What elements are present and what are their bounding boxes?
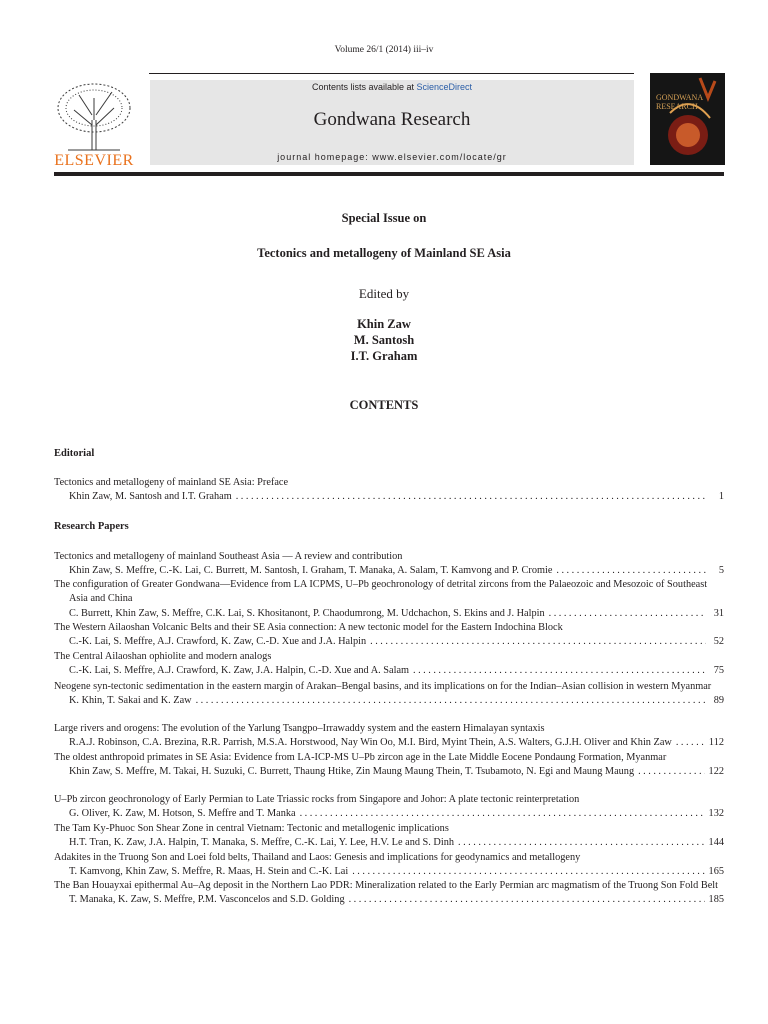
cover-title: GONDWANA RESEARCH [656, 93, 703, 111]
article-authors: G. Oliver, K. Zaw, M. Hotson, S. Meffre and T. Manka [69, 808, 296, 820]
article-title: Tectonics and metallogeny of mainland SE Asia: Preface [54, 477, 289, 488]
leader-dots [300, 807, 705, 821]
issue-title: Tectonics and metallogeny of Mainland SE Asia [257, 246, 511, 260]
header-thick-rule [54, 172, 724, 176]
page-number: 31 [713, 607, 724, 619]
article-title: Large rivers and orogens: The evolution of the Yarlung Tsangpo–Irrawaddy system and the eastern Himalayan syntaxis [54, 723, 545, 734]
journal-title: Gondwana Research [313, 109, 471, 130]
toc-entry[interactable] [54, 578, 724, 621]
article-authors: Khin Zaw, S. Meffre, C.-K. Lai, C. Burrett, M. Santosh, I. Graham, T. Manaka, A. Salam, T. Kamvong and P. Cromie [69, 565, 553, 577]
toc-entry[interactable] [54, 550, 724, 579]
contents-prefix: Contents lists available at [311, 82, 417, 92]
article-title: U–Pb zircon geochronology of Early Permian to Late Triassic rocks from Singapore and Johor: A plate tectonic reinterpretation [54, 794, 580, 805]
article-authors: C.-K. Lai, S. Meffre, A.J. Crawford, K. Zaw, C.-D. Xue and J.A. Halpin [69, 636, 367, 648]
section-heading-research: Research Papers [54, 521, 129, 532]
leader-dots [370, 635, 706, 649]
article-authors: Khin Zaw, M. Santosh and I.T. Graham [69, 491, 232, 503]
special-issue-label: Special Issue on [341, 211, 427, 225]
toc-entry[interactable] [54, 680, 724, 709]
journal-homepage[interactable]: journal homepage: www.elsevier.com/locate/gr [277, 152, 507, 162]
page-number: 52 [713, 636, 724, 648]
article-authors: R.A.J. Robinson, C.A. Brezina, R.R. Parrish, M.S.A. Horstwood, Nay Win Oo, M.I. Bird, Myint Thein, A.S. Walters, G.J.H. Oliver and Khin Zaw [69, 737, 672, 749]
article-title: The Tam Ky-Phuoc Son Shear Zone in central Vietnam: Tectonic and metallogenic implications [54, 823, 449, 834]
contents-availability [150, 82, 634, 92]
page-number: 122 [708, 766, 724, 778]
leader-dots [638, 765, 704, 779]
publisher-logo [54, 80, 134, 169]
page-number: 132 [708, 808, 724, 820]
leader-dots [413, 664, 706, 678]
article-title: Neogene syn-tectonic sedimentation in the eastern margin of Arakan–Bengal basins, and its implications on for the Indian–Asian collision in western Myanmar [54, 681, 712, 692]
page-number: 185 [708, 894, 724, 906]
editor-name: M. Santosh [353, 333, 415, 347]
editor-name: I.T. Graham [350, 349, 418, 363]
leader-dots [349, 893, 705, 907]
article-authors: Khin Zaw, S. Meffre, M. Takai, H. Suzuki, C. Burrett, Thaung Htike, Zin Maung Maung Thein, T. Tsubamoto, N. Egi and Maung Maung [69, 766, 635, 778]
article-authors: T. Manaka, K. Zaw, S. Meffre, P.M. Vasconcelos and S.D. Golding [69, 894, 345, 906]
article-authors: C.-K. Lai, S. Meffre, A.J. Crawford, K. Zaw, J.A. Halpin, C.-D. Xue and A. Salam [69, 665, 410, 677]
leader-dots [549, 607, 706, 621]
sciencedirect-link[interactable]: ScienceDirect [416, 82, 473, 92]
article-title: Adakites in the Truong Son and Loei fold belts, Thailand and Laos: Genesis and implications for geodynamics and metallogeny [54, 852, 581, 863]
journal-banner [150, 80, 634, 165]
toc-entry[interactable] [54, 722, 724, 751]
leader-dots [556, 564, 706, 578]
page-number: 75 [713, 665, 724, 677]
article-title: The Ban Houayxai epithermal Au–Ag deposit in the Northern Lao PDR: Mineralization related to the Early Permian arc magmatism of the Truong Son Fold Belt [54, 880, 719, 891]
leader-dots [196, 694, 706, 708]
leader-dots [352, 865, 704, 879]
contents-heading: CONTENTS [349, 398, 419, 412]
leader-dots [236, 490, 706, 504]
page-number: 1 [718, 491, 724, 503]
editors-list [0, 316, 768, 364]
toc-entry[interactable] [54, 476, 724, 505]
elsevier-wordmark: ELSEVIER [54, 152, 134, 169]
section-heading-editorial: Editorial [54, 448, 95, 459]
page-number: 89 [713, 695, 724, 707]
article-title: The oldest anthropoid primates in SE Asia: Evidence from LA-ICP-MS U–Pb zircon age in the Late Middle Eocene Pondaung Formation, Myanmar [54, 752, 667, 763]
leader-dots [676, 736, 705, 750]
page-number: 5 [718, 565, 724, 577]
editor-name: Khin Zaw [357, 317, 411, 331]
edited-by-label: Edited by [358, 286, 410, 301]
journal-cover [650, 73, 725, 165]
toc-entry[interactable] [54, 621, 724, 650]
tree-icon [54, 80, 134, 152]
article-title: Tectonics and metallogeny of mainland Southeast Asia — A review and contribution [54, 551, 403, 562]
leader-dots [458, 836, 705, 850]
article-authors: H.T. Tran, K. Zaw, J.A. Halpin, T. Manaka, S. Meffre, C.-K. Lai, Y. Lee, H.V. Le and S. Dinh [69, 837, 455, 849]
toc-entry[interactable] [54, 751, 724, 780]
page-number: 165 [708, 866, 724, 878]
header-rule [149, 73, 634, 74]
toc-entry[interactable] [54, 650, 724, 679]
article-authors: C. Burrett, Khin Zaw, S. Meffre, C.K. Lai, S. Khositanont, P. Chaodumrong, M. Udchachon, S. Ekins and J. Halpin [69, 607, 545, 619]
toc-entry[interactable] [54, 822, 724, 851]
volume-info: Volume 26/1 (2014) iii–iv [334, 45, 434, 55]
article-authors: T. Kamvong, Khin Zaw, S. Meffre, R. Maas, H. Stein and C.-K. Lai [69, 866, 349, 878]
toc-entry[interactable] [54, 879, 724, 908]
article-authors: K. Khin, T. Sakai and K. Zaw [69, 695, 192, 707]
article-title: The Western Ailaoshan Volcanic Belts and their SE Asia connection: A new tectonic model for the Eastern Indochina Block [54, 622, 563, 633]
toc-entry[interactable] [54, 793, 724, 822]
page-number: 112 [708, 737, 724, 749]
page-number: 144 [708, 837, 724, 849]
article-title: The Central Ailaoshan ophiolite and modern analogs [54, 651, 272, 662]
article-title: The configuration of Greater Gondwana—Evidence from LA ICPMS, U–Pb geochronology of detrital zircons from the Palaeozoic and Mesozoic of Southeast Asia and China [54, 579, 708, 605]
toc-entry[interactable] [54, 851, 724, 880]
cover-art-icon [650, 73, 725, 165]
